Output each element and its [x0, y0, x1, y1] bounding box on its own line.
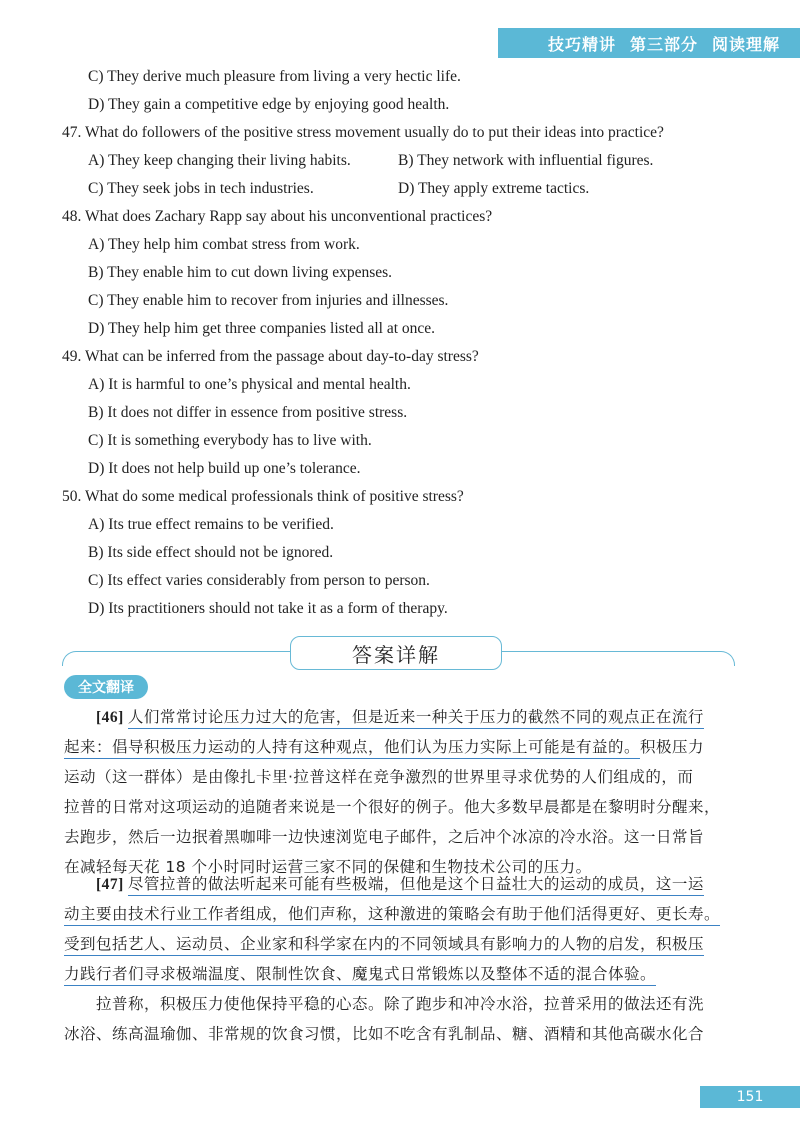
translation-p47-line-2	[64, 902, 720, 924]
q47-option-d: D) They apply extreme tactics.	[398, 180, 590, 197]
full-translation-tag: 全文翻译	[64, 675, 148, 699]
translation-p47-line-1	[96, 872, 704, 894]
translation-p46-line-2	[64, 735, 704, 757]
translation-p46-line-6: 在减轻每天花 18 个小时同时运营三家不同的保健和生物技术公司的压力。	[64, 858, 592, 876]
translation-p46-line-5: 去跑步，然后一边抿着黑咖啡一边快速浏览电子邮件，之后冲个冰凉的冷水浴。这一日常旨	[64, 828, 705, 846]
q48-option-b: B) They enable him to cut down living expenses.	[88, 264, 393, 281]
question-50: 50. What do some medical professionals think of positive stress?	[62, 488, 464, 505]
question-49: 49. What can be inferred from the passage about day-to-day stress?	[62, 348, 479, 365]
paragraph-number-46: [46]	[96, 709, 124, 726]
header-tag-1: 技巧精讲	[547, 34, 616, 54]
banner-rule-left	[62, 651, 291, 666]
q50-option-d: D) Its practitioners should not take it as a form of therapy.	[88, 600, 448, 617]
header-tag-3: 阅读理解	[711, 34, 780, 54]
q48-option-a: A) They help him combat stress from work.	[88, 236, 360, 253]
question-47: 47. What do followers of the positive stress movement usually do to put their ideas into practice?	[62, 124, 664, 141]
banner-rule-right	[500, 651, 735, 666]
q47-option-b: B) They network with influential figures.	[398, 152, 654, 169]
answer-explanation-banner: 答案详解	[290, 636, 502, 670]
header-tag-2: 第三部分	[629, 34, 698, 54]
underlined-text: 力践行者们寻求极端温度、限制性饮食、魔鬼式日常锻炼以及整体不适的混合体验。	[64, 965, 656, 986]
underlined-text: 尽管拉普的做法听起来可能有些极端，但他是这个日益壮大的运动的成员，这一运	[128, 875, 704, 896]
translation-p48-line-1: 拉普称，积极压力使他保持平稳的心态。除了跑步和冲冷水浴，拉普采用的做法还有洗	[96, 995, 705, 1013]
q46-option-d: D) They gain a competitive edge by enjoying good health.	[88, 96, 450, 113]
q50-option-c: C) Its effect varies considerably from person to person.	[88, 572, 430, 589]
q50-option-b: B) Its side effect should not be ignored.	[88, 544, 334, 561]
q49-option-b: B) It does not differ in essence from positive stress.	[88, 404, 408, 421]
page-number: 151	[700, 1086, 800, 1108]
plain-text: 积极压力	[640, 738, 705, 756]
q46-option-c: C) They derive much pleasure from living a very hectic life.	[88, 68, 461, 85]
translation-p46-line-1	[96, 705, 704, 727]
q49-option-c: C) It is something everybody has to live with.	[88, 432, 372, 449]
translation-p46-line-3: 运动（这一群体）是由像扎卡里·拉普这样在竞争激烈的世界里寻求优势的人们组成的，而	[64, 768, 694, 786]
q48-option-d: D) They help him get three companies listed all at once.	[88, 320, 436, 337]
section-header	[498, 28, 800, 58]
q50-option-a: A) Its true effect remains to be verified.	[88, 516, 334, 533]
paragraph-number-47: [47]	[96, 876, 124, 893]
underlined-text: 动主要由技术行业工作者组成，他们声称，这种激进的策略会有助于他们活得更好、更长寿。	[64, 905, 720, 926]
q47-option-a: A) They keep changing their living habits.	[88, 152, 351, 169]
translation-p48-line-2: 冰浴、练高温瑜伽、非常规的饮食习惯，比如不吃含有乳制品、糖、酒精和其他高碳水化合	[64, 1025, 705, 1043]
translation-p46-line-4: 拉普的日常对这项运动的追随者来说是一个很好的例子。他大多数早晨都是在黎明时分醒来，	[64, 798, 721, 816]
underlined-text: 受到包括艺人、运动员、企业家和科学家在内的不同领域具有影响力的人物的启发，积极压	[64, 935, 704, 956]
translation-p47-line-4	[64, 962, 656, 984]
underlined-text: 人们常常讨论压力过大的危害，但是近来一种关于压力的截然不同的观点正在流行	[128, 708, 704, 729]
translation-p47-line-3	[64, 932, 704, 954]
q49-option-a: A) It is harmful to one’s physical and mental health.	[88, 376, 411, 393]
q49-option-d: D) It does not help build up one’s tolerance.	[88, 460, 361, 477]
q47-option-c: C) They seek jobs in tech industries.	[88, 180, 314, 197]
question-48: 48. What does Zachary Rapp say about his unconventional practices?	[62, 208, 493, 225]
underlined-text: 起来：倡导积极压力运动的人持有这种观点，他们认为压力实际上可能是有益的。	[64, 738, 640, 759]
q48-option-c: C) They enable him to recover from injuries and illnesses.	[88, 292, 449, 309]
